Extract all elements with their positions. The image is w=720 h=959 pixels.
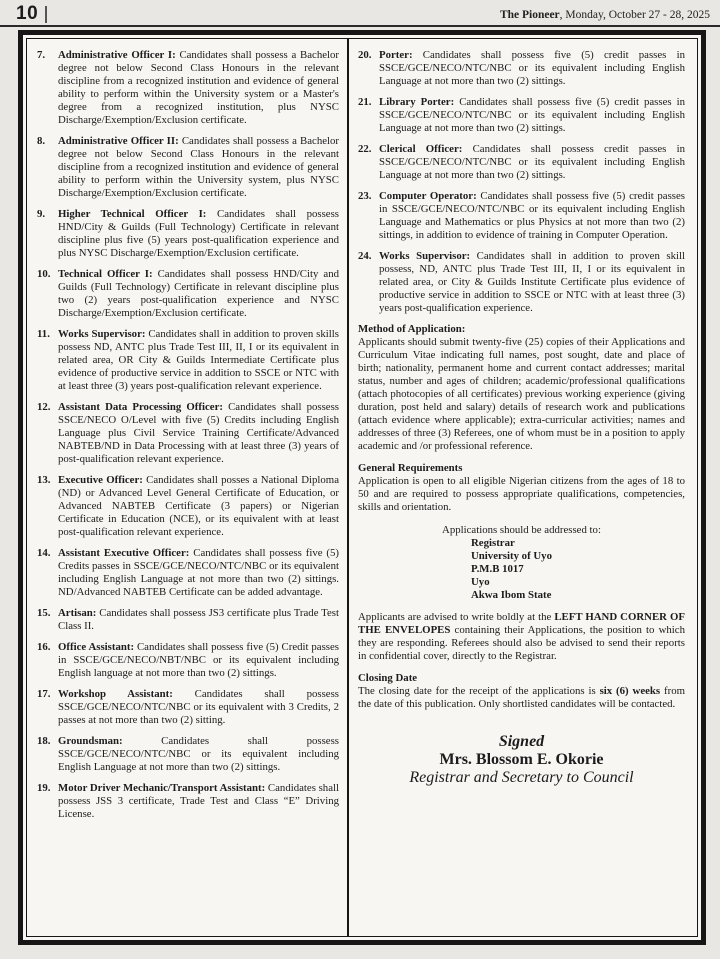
item-text [58,208,339,260]
item-text [379,96,685,135]
item-text [379,190,685,242]
item-title: Artisan: [58,607,97,619]
envelope-note [358,611,685,663]
item-title: Office Assistant: [58,641,135,653]
advert-frame-inner [26,38,698,937]
general-requirements-heading: General Requirements [358,462,463,474]
address-intro: Applications should be addressed to: [442,524,601,536]
item-body: Candidates shall in addition to proven skill possess, ND, ANTC plus Trade Test III, II, I or its equivalent in related area, or City & Guilds Institute Certificate plus evidence of productive service in addition to SSCE or NTC with at least three (3) years post-qualification experience. [379,250,685,314]
item-body: Candidates shall possess JSS 3 certificate, Trade Test and Class “E” Driving License. [58,782,339,820]
job-requirement-item [358,143,685,182]
item-body: Candidates shall posses a National Diploma (ND) or Advanced Level General Certificate of Education, or Advanced NABTEB Certificate (3 papers) or Nigerian Certificate in Education (NCE), or its equivalent with at least post-qualification relevant experience. [58,474,339,538]
item-body: Candidates shall in addition to proven skills possess ND, ANTC plus Trade Test III, II, I or its equivalent in related area, OR City & Guilds Intermediate Certificate plus evidence of productive service in addition to SSCE or NTC with at least three (3) years post-qualification relevant experience. [58,328,339,392]
job-requirement-item [37,268,339,320]
item-text [58,328,339,393]
closing-date-bold: six (6) weeks [599,685,661,697]
closing-date-heading: Closing Date [358,672,418,684]
job-requirement-item [358,96,685,135]
method-of-application-section [358,323,685,453]
masthead [500,9,710,23]
left-column [27,39,349,936]
item-body: Candidates shall possess SSCE/GCE/NECO/NTC/NBC or its equivalent including English Language at not more than two (2) sittings. [58,735,339,773]
item-body: Candidates shall possess five (5) Credits passes in SSCE/GCE/NECO/NTC/NBC or its equivalent including English Language at not more than two (2) sittings. ND/Advanced NABTEB Certificate can be added advantage. [58,547,339,598]
item-number: 20. [358,49,372,61]
item-text [58,268,339,320]
item-number: 9. [37,208,46,220]
envelope-note-bold: LEFT HAND CORNER OF THE ENVELOPES [358,611,685,636]
envelope-note-after: containing their Applications, the position to which they are responding. Referees should also be advised to send their reports in confidential cover, directly to the Registrar. [358,624,685,662]
job-requirement-item [37,49,339,127]
page-number-block [16,4,47,23]
item-text [58,135,339,200]
closing-date-before: The closing date for the receipt of the applications is [358,685,600,697]
item-text [58,401,339,466]
item-title: Porter: [379,49,413,61]
item-body: Candidates shall possess five (5) credit passes in SSCE/GCE/NECO/NTC/NBC or its equivalent including English Language at not more than two (2) sittings. [379,96,685,134]
envelope-note-before: Applicants are advised to write boldly at the [358,611,555,623]
item-title: Executive Officer: [58,474,143,486]
item-number: 13. [37,474,51,486]
job-requirement-item [358,250,685,315]
item-number: 18. [37,735,51,747]
item-title: Clerical Officer: [379,143,463,155]
page-number: 10 [16,3,39,24]
job-requirement-item [37,547,339,599]
item-title: Technical Officer I: [58,268,153,280]
item-body: Candidates shall possess HND/City & Guilds (Full Technology) Certificate in relevant discipline plus five (5) years post-qualification experience and plus NYSC Discharge/Exemption/Exclusion certificate. [58,208,339,259]
item-body: Candidates shall possess five (5) credit passes in SSCE/GCE/NECO/NTC/NBC or its equivalent including English Language at not more than two (2) sittings. [379,49,685,87]
job-requirement-item [37,474,339,539]
item-body: Candidates shall possess five (5) Credit passes in SSCE/GCE/NECO/NBT/NBC or its equivalent including English language at not more than two (2) sittings. [58,641,339,679]
signed-role: Registrar and Secretary to Council [409,769,634,786]
signed-name: Mrs. Blossom E. Okorie [439,751,604,768]
item-title: Works Supervisor: [58,328,146,340]
item-number: 21. [358,96,372,108]
item-title: Assistant Data Processing Officer: [58,401,223,413]
item-body: Candidates shall possess five (5) credit passes in SSCE/GCE/NECO/NTC/NBC or its equivalent including English Language and Mathematics or plus Physics at not more than two (2) sittings, in addition to evidence of training in Computer Operation. [379,190,685,241]
item-body: Candidates shall possess SSCE/GCE/NECO/NTC/NBC or its equivalent with 3 Credits, 2 passes at not more than two (2) sitting. [58,688,339,726]
job-requirement-item [37,135,339,200]
address-line: Registrar [471,537,515,549]
item-text [58,607,339,633]
item-body: Candidates shall possess a Bachelor degree not below Second Class Honours in the relevant discipline from a recognized institution and evidence of general ability to perform within the University system or a Master's degree from a recognized institution, plus NYSC Discharge/Exemption/Exclusion certificate. [58,49,339,126]
header-divider-bar [45,6,47,23]
item-number: 23. [358,190,372,202]
item-number: 12. [37,401,51,413]
envelope-note-section [358,611,685,663]
item-text [58,735,339,774]
item-body: Candidates shall possess JS3 certificate plus Trade Test Class II. [58,607,339,632]
item-title: Workshop Assistant: [58,688,173,700]
item-number: 19. [37,782,51,794]
job-requirement-item [358,190,685,242]
item-number: 22. [358,143,372,155]
item-number: 7. [37,49,46,61]
item-text [58,688,339,727]
item-title: Library Porter: [379,96,455,108]
item-text [58,474,339,539]
general-requirements-body: Application is open to all eligible Nigerian citizens from the ages of 18 to 50 and are required to possess appropriate qualifications, competencies, skills and orientation. [358,475,685,513]
job-requirement-item [358,49,685,88]
signature-block [358,733,685,787]
item-title: Motor Driver Mechanic/Transport Assistant: [58,782,266,794]
job-requirement-item [37,401,339,466]
item-title: Groundsman: [58,735,123,747]
item-text [58,641,339,680]
item-number: 24. [358,250,372,262]
item-body: Candidates shall possess SSCE/NECO O/Level with five (5) Credits including English Language plus Civil Service Training Certificate/Advanced NABTEB/ND in Data Processing with at least three (3) years of post-qualification relevant experience. [58,401,340,465]
page-header [0,0,720,27]
publication-date: , Monday, October 27 - 28, 2025 [559,9,710,21]
general-requirements-section [358,462,685,514]
item-number: 16. [37,641,51,653]
right-items [358,49,685,315]
address-lines [471,537,685,602]
address-line: Akwa Ibom State [471,589,552,601]
address-line: Uyo [471,576,490,588]
item-title: Administrative Officer II: [58,135,179,147]
method-of-application-heading: Method of Application: [358,323,466,335]
address-line: P.M.B 1017 [471,563,524,575]
item-number: 15. [37,607,51,619]
item-number: 17. [37,688,51,700]
item-title: Computer Operator: [379,190,477,202]
closing-date-after: from the date of this publication. Only shortlisted candidates will be contacted. [358,685,686,710]
item-number: 10. [37,268,51,280]
job-requirement-item [37,641,339,680]
job-requirement-item [37,607,339,633]
item-text [58,49,339,127]
item-title: Administrative Officer I: [58,49,176,61]
address-line: University of Uyo [471,550,552,562]
job-requirement-item [37,208,339,260]
advert-frame [18,30,706,945]
address-block [358,524,685,602]
job-requirement-item [37,735,339,774]
item-number: 8. [37,135,46,147]
item-number: 14. [37,547,51,559]
item-body: Candidates shall possess HND/City and Guilds (Full Technology) Certificate in relevant discipline plus two (2) years post-qualification experience and NYSC Discharge/Exemption/Exclusion certificate. [58,268,339,319]
item-title: Assistant Executive Officer: [58,547,190,559]
item-body: Candidates shall possess credit passes in SSCE/GCE/NECO/NTC/NBC or its equivalent including English Language at not more than two (2) sittings. [379,143,685,181]
job-requirement-item [37,782,339,821]
item-title: Higher Technical Officer I: [58,208,207,220]
closing-date-body [358,685,685,711]
method-of-application-body: Applicants should submit twenty-five (25) copies of their Applications and Curriculum Vitae indicating full names, post sought, date and place of birth; nationality, permanent home and current contact addresses; marital status, number and ages of children; academic/professional qualifications (attach photocopies of all certificates) previous working experience (giving duration, post held and salary) details of research work and publications (attach evidence where applicable); extra-curricular activities; names and addresses of three (3) Referees, one of whom must be in a position to apply academic and /or professional reference. [358,336,685,452]
signed-label: Signed [498,733,545,750]
item-text [379,49,685,88]
item-text [58,782,339,821]
publication-name: The Pioneer [499,9,560,21]
job-requirement-item [37,688,339,727]
item-text [58,547,339,599]
item-number: 11. [37,328,50,340]
item-body: Candidates shall possess a Bachelor degree not below Second Class Honours in the relevant discipline from a recognized institution and evidence of general ability to perform within the University system, plus NYSC Discharge/Exemption/Exclusion certificate. [58,135,340,199]
closing-date-section [358,672,685,711]
item-title: Works Supervisor: [379,250,471,262]
job-requirement-item [37,328,339,393]
right-column [349,39,697,936]
item-text [379,143,685,182]
item-text [379,250,685,315]
